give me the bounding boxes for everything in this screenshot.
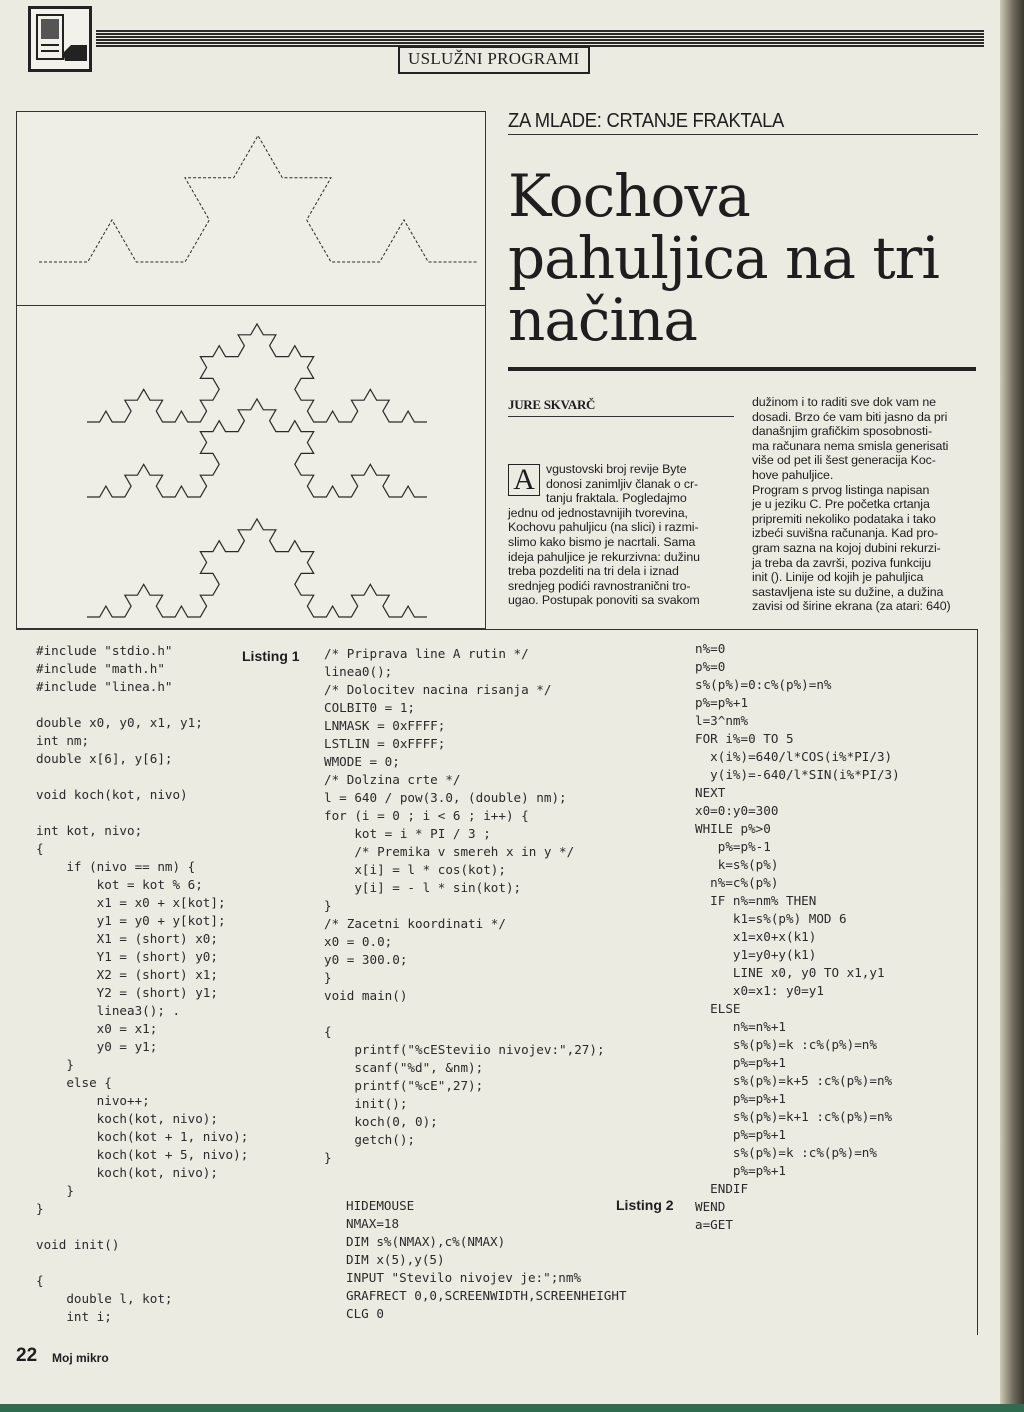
code-line (36, 1254, 248, 1272)
koch-curve-lower (87, 519, 427, 617)
code-line: { (36, 1273, 44, 1288)
code-line: x0=0:y0=300 (695, 803, 779, 818)
code-line: NEXT (695, 785, 726, 800)
code-line: koch(0, 0); (324, 1114, 438, 1129)
code-line: n%=c%(p%) (695, 875, 779, 890)
article-line: dužinom i to raditi sve dok vam ne (752, 395, 936, 409)
code-line: getch(); (324, 1132, 415, 1147)
title-rule (508, 367, 976, 371)
code-line: y(i%)=-640/l*SIN(i%*PI/3) (695, 767, 900, 782)
code-line: x(i%)=640/l*COS(i%*PI/3) (695, 749, 893, 764)
article-line: ja treba da završi, poziva funkciju (752, 555, 932, 570)
code-line: void main() (324, 988, 408, 1003)
section-logo-icon (28, 6, 92, 72)
article-line: init (). Linije od kojih je pahuljica (752, 570, 924, 585)
code-line: s%(p%)=k :c%(p%)=n% (695, 1145, 877, 1160)
code-line: y0 = y1; (36, 1039, 158, 1054)
code-line: } (324, 898, 332, 913)
code-line: else { (36, 1075, 112, 1090)
code-line: k=s%(p%) (695, 857, 779, 872)
code-line: nivo++; (36, 1093, 150, 1108)
code-line: } (324, 1150, 332, 1165)
code-line: #include "math.h" (36, 661, 165, 676)
author-rule (508, 416, 734, 417)
article-line: zavisi od širine ekrana (za atari: 640) (752, 599, 951, 614)
section-label: USLUŽNI PROGRAMI (398, 46, 590, 74)
article-line: Kochovu pahuljicu (na slici) i razmi- (508, 520, 699, 535)
code-line: Y1 = (short) y0; (36, 949, 218, 964)
code-line: s%(p%)=k+5 :c%(p%)=n% (695, 1073, 893, 1088)
code-line: k1=s%(p%) MOD 6 (695, 911, 847, 926)
article-column-right (752, 395, 978, 614)
code-line: DIM x(5),y(5) (346, 1252, 445, 1267)
code-line: a=GET (695, 1217, 733, 1232)
magazine-name: Moj mikro (52, 1351, 109, 1365)
article-line: vgustovski broj revije Byte (546, 462, 687, 476)
article-line: više od pet ili šest generacija Koc- (752, 453, 936, 468)
code-line (36, 1218, 248, 1236)
koch-drawing (17, 112, 485, 628)
page-number: 22 (16, 1345, 38, 1366)
code-line: double x[6], y[6]; (36, 751, 173, 766)
code-line: init(); (324, 1096, 408, 1111)
code-line: #include "stdio.h" (36, 643, 173, 658)
code-line: linea3(); . (36, 1003, 181, 1018)
code-line: void init() (36, 1237, 120, 1252)
article-line: gram sazna na kojoj dubini rekurzi- (752, 540, 941, 555)
code-line: LSTLIN = 0xFFFF; (324, 736, 446, 751)
article-line: izbeći suvišna računanja. Kad pro- (752, 526, 939, 541)
article-line: treba pozdeliti na tri dela i iznad (508, 564, 679, 579)
listing2-label: Listing 2 (616, 1197, 674, 1213)
code-line: } (324, 970, 332, 985)
code-line: { (36, 841, 44, 856)
code-line (36, 696, 248, 714)
code-line: IF n%=nm% THEN (695, 893, 817, 908)
code-line: linea0(); (324, 664, 393, 679)
code-line: s%(p%)=k :c%(p%)=n% (695, 1037, 877, 1052)
article-author: JURE SKVARČ (508, 397, 596, 412)
article-line: hove pahuljice. (752, 467, 834, 482)
listing2-code-left (346, 1197, 627, 1323)
title-line: načina (508, 286, 697, 354)
code-line: koch(kot, nivo); (36, 1165, 218, 1180)
code-line: x0 = 0.0; (324, 934, 393, 949)
code-line: y1=y0+y(k1) (695, 947, 817, 962)
page-bottom-strip (0, 1404, 1024, 1412)
code-line: /* Premika v smereh x in y */ (324, 844, 575, 859)
code-line: p%=p%+1 (695, 1091, 786, 1106)
title-line: pahuljica na tri (508, 224, 939, 292)
drop-cap: A (508, 464, 540, 496)
code-line: FOR i%=0 TO 5 (695, 731, 794, 746)
article-column-left-text (508, 462, 734, 608)
code-line: WHILE p%>0 (695, 821, 771, 836)
code-line: x0 = x1; (36, 1021, 158, 1036)
code-line: X1 = (short) x0; (36, 931, 218, 946)
code-line: y1 = y0 + y[kot]; (36, 913, 226, 928)
code-line: x0=x1: y0=y1 (695, 983, 824, 998)
code-line: GRAFRECT 0,0,SCREENWIDTH,SCREENHEIGHT (346, 1288, 627, 1303)
code-line: l=3^nm% (695, 713, 749, 728)
code-line (36, 804, 248, 822)
article-line: jednu od jednostavnijih tvorevina, (508, 505, 688, 520)
article-line: ideja pahuljice je rekurzivna: dužinu (508, 549, 700, 564)
code-line: x1 = x0 + x[kot]; (36, 895, 226, 910)
code-line: p%=p%+1 (695, 1055, 786, 1070)
code-line: int i; (36, 1309, 112, 1324)
code-line: { (324, 1024, 332, 1039)
article-column-right-text (752, 395, 978, 614)
code-line: printf("%cESteviio nivojev:",27); (324, 1042, 605, 1057)
article-line: ugao. Postupak ponoviti sa svakom (508, 593, 700, 608)
page-binding-shadow (1000, 0, 1024, 1412)
article-line: dosadi. Brzo će vam biti jasno da pri (752, 409, 948, 424)
code-line: double l, kot; (36, 1291, 173, 1306)
code-line: COLBIT0 = 1; (324, 700, 415, 715)
code-line: HIDEMOUSE (346, 1198, 415, 1213)
kicker-rule (508, 134, 978, 135)
code-line: ENDIF (695, 1181, 749, 1196)
article-line: srednjeg podići ravnostranični tro- (508, 578, 691, 593)
code-line: for (i = 0 ; i < 6 ; i++) { (324, 808, 529, 823)
article-line: ma računara nema smisla generisati (752, 438, 949, 453)
koch-curve-upper (87, 324, 427, 422)
code-line: } (36, 1201, 44, 1216)
code-line: #include "linea.h" (36, 679, 173, 694)
code-line: double x0, y0, x1, y1; (36, 715, 203, 730)
article-kicker: ZA MLADE: CRTANJE FRAKTALA (508, 110, 785, 132)
code-line: if (nivo == nm) { (36, 859, 196, 874)
code-line: WMODE = 0; (324, 754, 400, 769)
code-line: p%=0 (695, 659, 726, 674)
code-line: printf("%cE",27); (324, 1078, 484, 1093)
code-line: s%(p%)=0:c%(p%)=n% (695, 677, 832, 692)
article-line: tanju fraktala. Pogledajmo (546, 491, 687, 506)
code-line: x[i] = l * cos(kot); (324, 862, 506, 877)
code-line: koch(kot, nivo); (36, 1111, 218, 1126)
code-line: y0 = 300.0; (324, 952, 408, 967)
code-line: scanf("%d", &nm); (324, 1060, 484, 1075)
listing1-code-left (36, 642, 248, 1326)
code-line: int nm; (36, 733, 90, 748)
code-line: CLG 0 (346, 1306, 384, 1321)
code-line: koch(kot + 1, nivo); (36, 1129, 249, 1144)
listing2-code-right (695, 640, 900, 1234)
code-line: /* Dolzina crte */ (324, 772, 461, 787)
code-line: n%=0 (695, 641, 726, 656)
koch-curve-middle (87, 399, 427, 497)
koch-curve-generation-2 (39, 136, 477, 262)
code-line: int kot, nivo; (36, 823, 143, 838)
code-line: LNMASK = 0xFFFF; (324, 718, 446, 733)
code-line: koch(kot + 5, nivo); (36, 1147, 249, 1162)
code-line: INPUT "Stevilo nivojev je:";nm% (346, 1270, 582, 1285)
listing1-code-right (324, 645, 605, 1167)
code-line: /* Zacetni koordinati */ (324, 916, 506, 931)
code-line: l = 640 / pow(3.0, (double) nm); (324, 790, 567, 805)
code-line: } (36, 1183, 74, 1198)
code-line: x1=x0+x(k1) (695, 929, 817, 944)
code-line: Y2 = (short) y1; (36, 985, 218, 1000)
article-line: sastavljena iste su dužine, a dužina (752, 584, 944, 599)
code-line (324, 1005, 605, 1023)
code-line: ELSE (695, 1001, 741, 1016)
article-line: današnjim grafičkim sposobnosti- (752, 424, 932, 439)
code-line: s%(p%)=k+1 :c%(p%)=n% (695, 1109, 893, 1124)
article-line: je u jeziku C. Pre početka crtanja (752, 497, 930, 512)
code-line: LINE x0, y0 TO x1,y1 (695, 965, 885, 980)
code-line: X2 = (short) x1; (36, 967, 218, 982)
article-line: slimo kako bismo je nacrtali. Sama (508, 534, 696, 549)
listing1-label: Listing 1 (242, 648, 300, 664)
article-column-left (508, 462, 734, 608)
code-line: p%=p%+1 (695, 1127, 786, 1142)
code-line: n%=n%+1 (695, 1019, 786, 1034)
code-line: p%=p%-1 (695, 839, 771, 854)
code-line: } (36, 1057, 74, 1072)
code-line: DIM s%(NMAX),c%(NMAX) (346, 1234, 506, 1249)
code-line (36, 768, 248, 786)
article-line: donosi zanimljiv članak o cr- (546, 476, 699, 491)
koch-illustration (16, 111, 486, 629)
code-line: WEND (695, 1199, 726, 1214)
title-line: Kochova (508, 162, 750, 230)
article-line: pripremiti nekoliko podataka i tako (752, 511, 936, 526)
illustration-divider (16, 305, 486, 306)
code-line: /* Dolocitev nacina risanja */ (324, 682, 552, 697)
code-line: kot = kot % 6; (36, 877, 203, 892)
header-bar (96, 30, 984, 47)
code-line: y[i] = - l * sin(kot); (324, 880, 522, 895)
code-line: p%=p%+1 (695, 1163, 786, 1178)
article-title (508, 162, 978, 354)
code-line: kot = i * PI / 3 ; (324, 826, 491, 841)
code-line: p%=p%+1 (695, 695, 749, 710)
code-line: void koch(kot, nivo) (36, 787, 188, 802)
code-line: /* Priprava line A rutin */ (324, 646, 529, 661)
article-line: Program s prvog listinga napisan (752, 482, 930, 497)
code-line: NMAX=18 (346, 1216, 400, 1231)
